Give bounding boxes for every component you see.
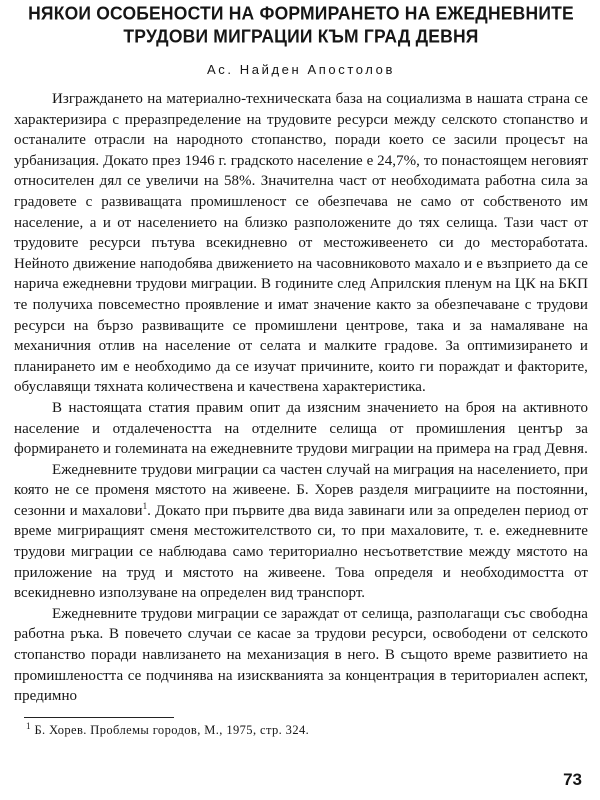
author-name: Ас. Найден Апостолов <box>207 62 395 77</box>
document-page <box>14 4 588 796</box>
footnote-divider <box>24 717 174 718</box>
paragraph-1: Изграждането на материално-техническата база на социализма в нашата страна се характеризира с преразпределение на трудовите ресурси между селското стопанство и останалите отрасли на народното стопанство, поради което се засили процесът на урбанизация. Докато през 1946 г. градското население е 24,7%, то понастоящем неговият относителен дял се увеличи на 58%. Значителна част от необходимата работна сила за градовете с развиващата промишленост се обезпечава не само от собственото им население, а и от населението на близко разположените до тях селища. Тази част от трудовите ресурси пътува всекидневно от местоживеенето си до месторaботата. Нейното движение наподобява движението на часовниковото махало и е възприето да се нарича ежедневни трудови миграции. В годините след Априлския пленум на ЦК на БКП те получиха повсеместно проявление и имат значение както за обезпечаване с трудови ресурси на бързо развиващите се промишлени центрове, така и за намаляване на механичния отлив на население от селата и малките градове. За оптимизирането и планирането им е необходимо да се изучат причините, които ги пораждат и факторите, обуславящи тяхната количествена и качествена характеристика. <box>14 91 588 396</box>
article-title-line-2: ТРУДОВИ МИГРАЦИИ КЪМ ГРАД ДЕВНЯ <box>123 25 479 47</box>
paragraph-4: Ежедневните трудови миграции се зараждат от селища, разполагащи със свободна работна ръка. В повечето случаи се касае за трудови ресурси, освободени от селското стопанство поради навлизането на механизация в него. В същото време развитието на промишлеността се подчинява на изискванията за концентрация в териториален аспект, предимно <box>14 605 588 705</box>
article-title <box>14 2 588 47</box>
footnote-text: Б. Хорев. Проблемы городов, М., 1975, стр. 324. <box>34 722 310 737</box>
page-number: 73 <box>563 770 582 789</box>
paragraph-3-part-2: . Докато при първите два вида завинаги или за определен период от време мигриращият сменя местожителството си, то при махаловите, т. е. ежедневните трудови миграции се наблюдава само териториално несъответствие между мястото на приложение на труд и мястото на живеене. Това определя и необходимостта от всекидневно използуване на определен вид транспорт. <box>14 502 588 602</box>
article-body <box>14 89 588 707</box>
article-title-line-1: НЯКОИ ОСОБЕНОСТИ НА ФОРМИРАНЕТО НА ЕЖЕДНЕВНИТЕ <box>28 2 574 24</box>
footnote-marker: 1 <box>26 720 31 731</box>
paragraph-3-part-1: Ежедневните трудови миграции са частен случай на миграция на населението, при която не се променя мястото на живеене. Б. Хорев разделя миграциите на постоянни, сезонни и махалови <box>14 461 588 519</box>
paragraph-3 <box>14 460 588 604</box>
paragraph-2: В настоящата статия правим опит да изясним значението на броя на активното население и отдалечеността на отделните селища от промишления център за формирането и големината на ежедневните трудови миграции на примера на град Девня. <box>14 399 588 458</box>
footnote <box>26 722 588 738</box>
footnote-reference: 1 <box>142 500 148 511</box>
